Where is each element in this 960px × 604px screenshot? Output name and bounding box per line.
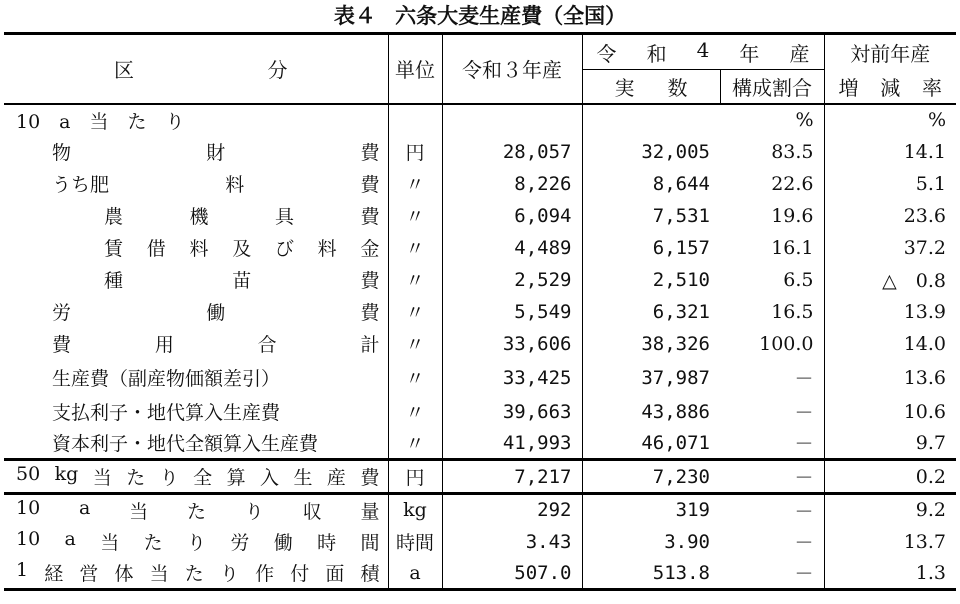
row-label xyxy=(4,494,388,526)
row-label-part: a xyxy=(79,496,91,519)
row-label-part: 全 xyxy=(193,467,213,489)
table-row xyxy=(4,328,956,360)
row-label-part: 金 xyxy=(360,238,380,260)
row-yoy-value: 9.2 xyxy=(915,499,947,522)
row-label-part: a xyxy=(64,528,76,550)
row-label-part: 働 xyxy=(206,302,226,324)
row-label-part: 間 xyxy=(360,532,380,554)
row-label-part: り xyxy=(186,532,206,554)
row-unit xyxy=(388,104,442,136)
row-yoy-value: 23.6 xyxy=(903,204,947,227)
row-unit: 〃 xyxy=(388,296,442,328)
row-label-part: 当 xyxy=(92,467,112,489)
row-yoy-value: △ 0.8 xyxy=(882,270,947,292)
table-row xyxy=(4,136,956,168)
row-ratio-value: 16.5 xyxy=(720,296,824,328)
row-label-part: 借 xyxy=(146,238,166,260)
row-label-part: 種 xyxy=(104,270,124,292)
row-label xyxy=(4,328,388,360)
row-label-part: 10 xyxy=(16,496,41,519)
row-ratio-value: 100.0 xyxy=(720,328,824,360)
row-r3-value: 292 xyxy=(442,494,582,526)
row-r3-value: 507.0 xyxy=(442,558,582,590)
table-row xyxy=(4,168,956,200)
row-yoy-value: 13.6 xyxy=(903,366,947,389)
row-label-part: 農 xyxy=(104,206,124,228)
row-label-part: 具 xyxy=(274,206,294,228)
table-title xyxy=(0,0,960,32)
row-label xyxy=(4,558,388,590)
row-label xyxy=(4,200,388,232)
row-r3-value: 7,217 xyxy=(442,460,582,494)
row-label-part: 費 xyxy=(360,142,380,164)
row-ratio-value: － xyxy=(720,558,824,590)
row-label-part: 付 xyxy=(290,563,310,586)
table-row xyxy=(4,526,956,558)
row-label-part: 積 xyxy=(360,563,380,586)
row-label-part: た xyxy=(184,563,204,586)
row-label xyxy=(4,526,388,558)
header-category xyxy=(4,34,388,104)
table-row xyxy=(4,396,956,428)
row-r4-value: 32,005 xyxy=(641,140,710,163)
row-r3-value: 2,529 xyxy=(442,264,582,296)
row-ratio-value: % xyxy=(720,104,824,136)
row-yoy-value: % xyxy=(927,109,947,131)
row-r4-value: 319 xyxy=(675,499,710,522)
row-label xyxy=(4,232,388,264)
header-yoy-rate xyxy=(824,70,956,104)
row-r4-value xyxy=(582,104,720,136)
row-r4-value: 43,886 xyxy=(641,400,710,423)
row-unit: 〃 xyxy=(388,232,442,264)
row-label-part: 10 xyxy=(16,528,41,550)
row-unit: kg xyxy=(388,494,442,526)
row-label xyxy=(4,460,388,494)
r4-group-char: 和 xyxy=(646,41,667,66)
header-unit: 単位 xyxy=(388,34,442,104)
row-unit: 〃 xyxy=(388,396,442,428)
row-label xyxy=(4,296,388,328)
r4-actual-char: 実 xyxy=(614,75,635,100)
header-yoy-group: 対前年産 xyxy=(850,41,931,66)
row-r4-value: 8,644 xyxy=(652,172,710,195)
r4-group-char: 年 xyxy=(739,41,760,66)
row-label-part: 費 xyxy=(360,467,380,489)
row-label-part: 及 xyxy=(232,238,252,260)
row-label-part: 物 xyxy=(52,142,72,164)
row-ratio-value: 6.5 xyxy=(720,264,824,296)
r4-group-char: 4 xyxy=(696,37,710,62)
row-label-part: うち肥 xyxy=(52,174,110,196)
table-row xyxy=(4,360,956,396)
r4-group-char: 令 xyxy=(596,41,617,66)
row-unit: 〃 xyxy=(388,168,442,200)
row-label-part: 入 xyxy=(260,467,280,489)
cost-table xyxy=(4,32,956,591)
row-label-part: た xyxy=(186,500,206,523)
row-label xyxy=(4,168,388,200)
row-label-part: 経 xyxy=(44,563,64,586)
yoy-rate-char: 率 xyxy=(922,75,943,100)
row-unit: a xyxy=(388,558,442,590)
row-r4-value: 7,531 xyxy=(652,204,710,227)
row-label-part: 費 xyxy=(360,206,380,228)
row-label-part: 50 xyxy=(16,463,41,485)
row-label-part: 計 xyxy=(360,334,380,356)
row-r3-value xyxy=(442,104,582,136)
row-r3-value: 33,606 xyxy=(442,328,582,360)
row-label-part: た xyxy=(143,532,163,554)
row-label-part: 作 xyxy=(255,563,275,586)
row-label-part: 費 xyxy=(52,334,72,356)
row-r4-value: 38,326 xyxy=(641,332,710,355)
row-label-part: 支払利子・地代算入生産費 xyxy=(52,402,281,424)
row-ratio-value: － xyxy=(720,460,824,494)
row-r3-value: 3.43 xyxy=(442,526,582,558)
row-yoy-value: 13.9 xyxy=(903,300,947,323)
row-label-part: 資本利子・地代全額算入生産費 xyxy=(52,433,319,456)
row-yoy-value: 5.1 xyxy=(915,172,947,195)
row-label-part: 合 xyxy=(257,334,277,356)
table-number: 表４ xyxy=(333,4,376,28)
row-label xyxy=(4,396,388,428)
yoy-rate-char: 増 xyxy=(838,75,859,100)
row-yoy-value: 10.6 xyxy=(903,400,947,423)
table-row xyxy=(4,200,956,232)
table-title-text: 六条大麦生産費（全国） xyxy=(395,4,627,28)
header-r4-group xyxy=(582,34,824,70)
row-label-part: り xyxy=(159,467,179,489)
row-yoy-value: 0.2 xyxy=(915,465,947,488)
row-label-part: び xyxy=(274,238,294,260)
row-label-part: 時 xyxy=(317,532,337,554)
row-label-part: 苗 xyxy=(232,270,252,292)
row-ratio-value: 22.6 xyxy=(720,168,824,200)
row-label-part: 1 xyxy=(16,559,29,582)
yoy-rate-char: 減 xyxy=(880,75,901,100)
row-label-part: kg xyxy=(54,463,79,485)
row-ratio-value: － xyxy=(720,526,824,558)
row-unit: 〃 xyxy=(388,360,442,396)
row-label-text: 10 a 当 た り xyxy=(16,110,185,133)
row-ratio-value: － xyxy=(720,428,824,460)
row-label xyxy=(4,104,388,136)
row-label-part: 賃 xyxy=(104,238,124,260)
header-category-left: 区 xyxy=(114,58,134,83)
row-label-part: 用 xyxy=(154,334,174,356)
row-label-part: 当 xyxy=(100,532,120,554)
row-r3-value: 39,663 xyxy=(442,396,582,428)
row-ratio-value: － xyxy=(720,396,824,428)
row-r4-value: 6,321 xyxy=(652,300,710,323)
row-unit: 円 xyxy=(388,136,442,168)
row-label-part: り xyxy=(244,500,264,523)
row-yoy-value: 1.3 xyxy=(915,561,947,584)
row-yoy-value: 37.2 xyxy=(903,236,947,259)
table-row xyxy=(4,296,956,328)
row-label-part: 算 xyxy=(226,467,246,489)
row-unit: 〃 xyxy=(388,200,442,232)
row-unit: 時間 xyxy=(388,526,442,558)
row-label-part: 費 xyxy=(360,302,380,324)
row-label-part: 量 xyxy=(360,500,380,523)
row-label-part: 収 xyxy=(302,500,322,523)
row-label-part: 料 xyxy=(225,174,245,196)
row-label-part: 費 xyxy=(360,270,380,292)
row-r4-value: 6,157 xyxy=(652,236,710,259)
row-label xyxy=(4,428,388,460)
row-r3-value: 5,549 xyxy=(442,296,582,328)
table-row xyxy=(4,558,956,590)
row-label-part: り xyxy=(219,563,239,586)
row-label-part: 機 xyxy=(189,206,209,228)
r4-group-char: 産 xyxy=(789,41,810,66)
row-unit: 〃 xyxy=(388,264,442,296)
row-label-part: 当 xyxy=(129,500,149,523)
row-label-part: 営 xyxy=(79,563,99,586)
row-ratio-value: － xyxy=(720,494,824,526)
row-label-part: 労 xyxy=(52,302,72,324)
row-label-part: 体 xyxy=(114,563,134,586)
table-row xyxy=(4,428,956,460)
row-r4-value: 46,071 xyxy=(641,431,710,454)
table-row xyxy=(4,460,956,494)
row-ratio-value: 16.1 xyxy=(720,232,824,264)
table-row xyxy=(4,494,956,526)
row-yoy-value: 14.0 xyxy=(903,332,947,355)
row-yoy-value: 13.7 xyxy=(903,530,947,553)
row-r4-value: 513.8 xyxy=(652,561,710,584)
row-r3-value: 6,094 xyxy=(442,200,582,232)
header-category-right: 分 xyxy=(267,58,288,83)
row-label-part: 費 xyxy=(360,174,380,196)
row-label-part: 当 xyxy=(149,563,169,586)
header-r3: 令和３年産 xyxy=(442,34,582,104)
row-unit: 〃 xyxy=(388,428,442,460)
row-r3-value: 4,489 xyxy=(442,232,582,264)
row-label-part: 労 xyxy=(230,532,250,554)
row-unit: 〃 xyxy=(388,328,442,360)
header-r4-ratio: 構成割合 xyxy=(720,70,824,104)
row-yoy-value: 9.7 xyxy=(915,431,947,454)
table-row xyxy=(4,264,956,296)
row-label-part: た xyxy=(126,467,146,489)
header-r4-actual xyxy=(582,70,720,104)
row-ratio-value: － xyxy=(720,360,824,396)
row-r4-value: 2,510 xyxy=(652,268,710,291)
row-label-part: 料 xyxy=(317,238,337,260)
row-label-part: 料 xyxy=(189,238,209,260)
row-r4-value: 37,987 xyxy=(641,366,710,389)
row-yoy-value: 14.1 xyxy=(903,140,947,163)
table-row xyxy=(4,104,956,136)
row-r3-value: 41,993 xyxy=(442,428,582,460)
row-r3-value: 28,057 xyxy=(442,136,582,168)
row-ratio-value: 19.6 xyxy=(720,200,824,232)
row-unit: 円 xyxy=(388,460,442,494)
row-label-part: 働 xyxy=(273,532,293,554)
row-r4-value: 3.90 xyxy=(664,530,710,553)
row-label xyxy=(4,136,388,168)
row-r4-value: 7,230 xyxy=(652,465,710,488)
row-label-part: 面 xyxy=(325,563,345,586)
row-label xyxy=(4,264,388,296)
row-r3-value: 33,425 xyxy=(442,360,582,396)
row-label xyxy=(4,360,388,396)
row-label-part: 財 xyxy=(206,142,226,164)
row-label-part: 産 xyxy=(326,467,346,489)
row-r3-value: 8,226 xyxy=(442,168,582,200)
row-label-part: 生産費（副産物価額差引） xyxy=(52,368,281,390)
row-ratio-value: 83.5 xyxy=(720,136,824,168)
table-row xyxy=(4,232,956,264)
row-label-part: 生 xyxy=(293,467,313,489)
r4-actual-char: 数 xyxy=(667,75,688,100)
